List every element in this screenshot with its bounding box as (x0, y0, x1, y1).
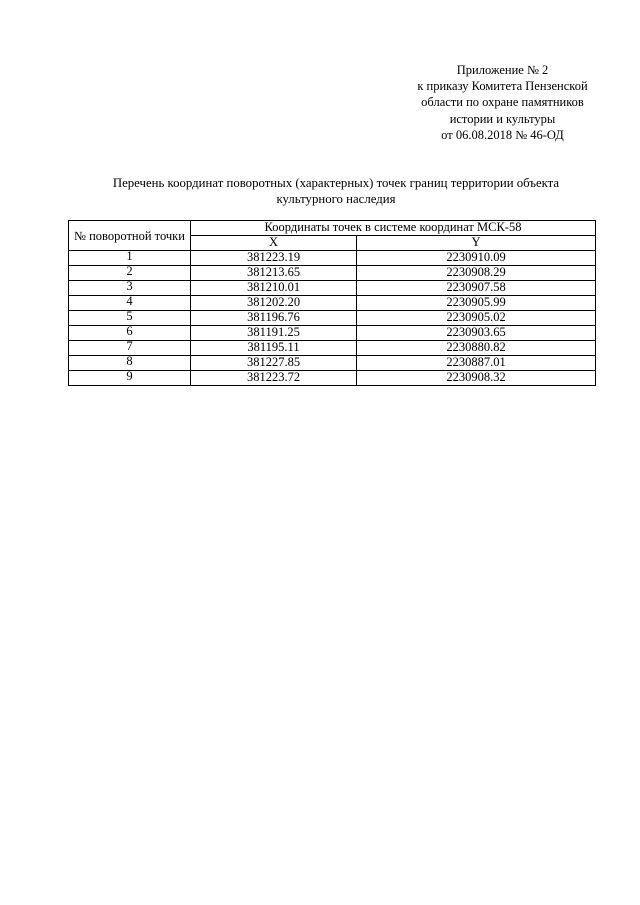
table-header-row (69, 221, 596, 236)
point-number-header: № поворотной точки (69, 221, 191, 251)
point-number-cell: 3 (69, 281, 191, 296)
x-coordinate-cell: 381196.76 (191, 311, 357, 326)
x-header: X (191, 236, 357, 251)
table-row (69, 311, 596, 326)
point-number-cell: 6 (69, 326, 191, 341)
y-header: Y (357, 236, 596, 251)
point-number-cell: 1 (69, 251, 191, 266)
y-coordinate-cell: 2230905.99 (357, 296, 596, 311)
appendix-line: области по охране памятников (421, 95, 584, 110)
point-number-cell: 4 (69, 296, 191, 311)
appendix-line: к приказу Комитета Пензенской (417, 79, 588, 94)
table-row (69, 296, 596, 311)
appendix-line: от 06.08.2018 № 46-ОД (441, 127, 564, 142)
point-number-cell: 8 (69, 356, 191, 371)
table-row (69, 251, 596, 266)
table-row (69, 326, 596, 341)
table-body (69, 251, 596, 386)
x-coordinate-cell: 381202.20 (191, 296, 357, 311)
y-coordinate-cell: 2230908.29 (357, 266, 596, 281)
x-coordinate-cell: 381227.85 (191, 356, 357, 371)
x-coordinate-cell: 381213.65 (191, 266, 357, 281)
title-line: Перечень координат поворотных (характерных) точек границ территории объекта (112, 176, 560, 190)
x-coordinate-cell: 381223.19 (191, 251, 357, 266)
y-coordinate-cell: 2230887.01 (357, 356, 596, 371)
y-coordinate-cell: 2230905.02 (357, 311, 596, 326)
point-number-cell: 2 (69, 266, 191, 281)
y-coordinate-cell: 2230903.65 (357, 326, 596, 341)
x-coordinate-cell: 381223.72 (191, 371, 357, 386)
x-coordinate-cell: 381191.25 (191, 326, 357, 341)
coordinates-header: Координаты точек в системе координат МСК-58 (191, 221, 596, 236)
x-coordinate-cell: 381195.11 (191, 341, 357, 356)
y-coordinate-cell: 2230910.09 (357, 251, 596, 266)
table-row (69, 266, 596, 281)
y-coordinate-cell: 2230907.58 (357, 281, 596, 296)
table-row (69, 341, 596, 356)
y-coordinate-cell: 2230908.32 (357, 371, 596, 386)
point-number-cell: 9 (69, 371, 191, 386)
appendix-line: Приложение № 2 (456, 63, 549, 77)
document-title (60, 175, 612, 207)
title-line: культурного наследия (276, 192, 396, 206)
appendix-line: истории и культуры (449, 111, 556, 126)
point-number-cell: 7 (69, 341, 191, 356)
appendix-header (400, 62, 605, 143)
x-coordinate-cell: 381210.01 (191, 281, 357, 296)
table-row (69, 281, 596, 296)
point-number-cell: 5 (69, 311, 191, 326)
table-row (69, 371, 596, 386)
coordinates-table (68, 220, 596, 386)
y-coordinate-cell: 2230880.82 (357, 341, 596, 356)
table-row (69, 356, 596, 371)
